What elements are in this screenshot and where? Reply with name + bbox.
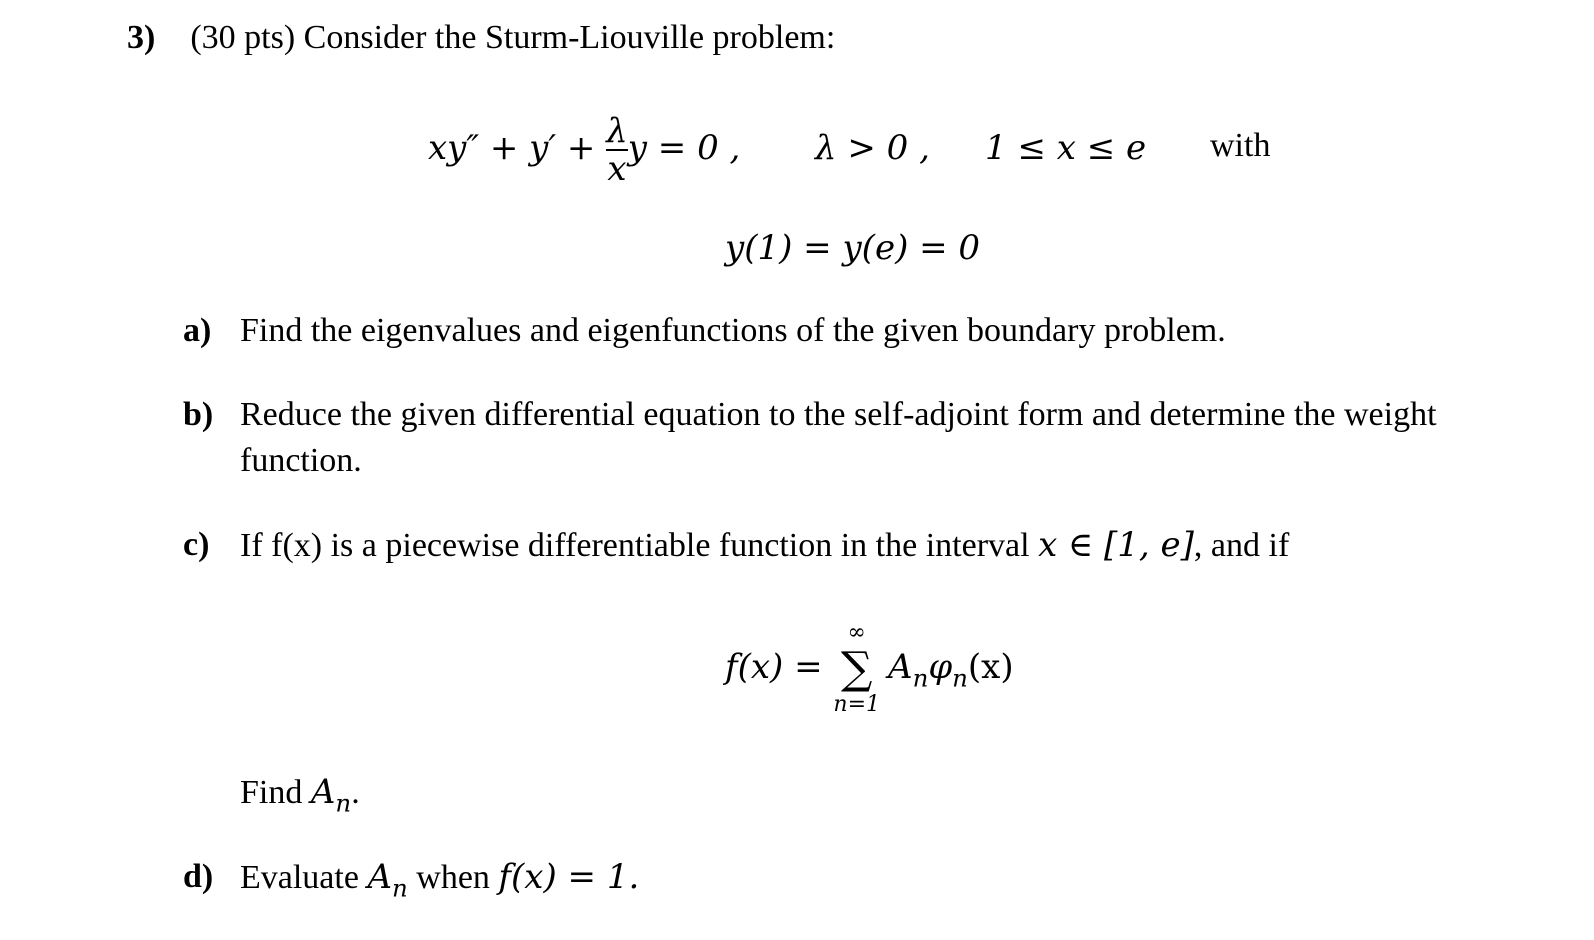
- problem-number: 3): [127, 19, 156, 56]
- series-A-sub: n: [912, 663, 929, 693]
- part-d-text-start: Evaluate: [240, 859, 368, 896]
- ode-cond-x: 1 ≤ x ≤ e: [985, 128, 1147, 168]
- part-c-text-start: If f(x) is a piecewise differentiable function in the interval: [240, 527, 1039, 564]
- boundary-condition: y(1) = y(e) = 0: [725, 228, 981, 268]
- sum-symbol: ∑: [841, 643, 873, 694]
- series-phi-sub: n: [952, 663, 968, 693]
- part-d-text: [240, 857, 639, 909]
- part-d-expr: f(x) = 1.: [498, 857, 640, 897]
- find-end: .: [351, 774, 360, 811]
- part-b-label: b): [183, 396, 214, 433]
- series-A: A: [888, 647, 913, 687]
- part-a-text: Find the eigenvalues and eigenfunctions of the given boundary problem.: [240, 312, 1226, 349]
- sum-lower-limit: n=1: [833, 692, 881, 717]
- ode-with: with: [1210, 127, 1271, 164]
- part-d-label: d): [183, 858, 214, 895]
- part-d-A-sub: n: [392, 873, 408, 903]
- part-b-text-line2: function.: [240, 442, 362, 479]
- ode-lhs-start: xy″ + y′ +: [428, 128, 607, 168]
- problem-intro: Consider the Sturm-Liouville problem:: [303, 19, 836, 56]
- part-a-label: a): [183, 312, 212, 349]
- series-formula: [725, 602, 1014, 732]
- summation: [833, 620, 880, 718]
- series-phi: φ: [928, 647, 953, 687]
- problem-header: [127, 18, 835, 58]
- series-lhs: f(x) =: [725, 647, 834, 687]
- sum-upper-limit: ∞: [847, 620, 866, 645]
- series-arg: (x): [967, 647, 1014, 687]
- find-A: A: [310, 772, 336, 812]
- part-c-text: [240, 525, 1289, 566]
- part-c-label: c): [183, 526, 210, 563]
- part-c-interval: x ∈ [1, e]: [1038, 525, 1194, 565]
- ode-frac-den: x: [607, 149, 627, 189]
- ode-fraction: [606, 111, 628, 189]
- ode-equation: [428, 103, 740, 193]
- ode-cond-lambda: λ > 0 ,: [815, 128, 930, 168]
- part-b-text-line1: Reduce the given differential equation to the self-adjoint form and determine the weight: [240, 396, 1437, 433]
- part-d-A: A: [367, 857, 392, 897]
- find-A-sub: n: [335, 788, 352, 818]
- find-an: [240, 772, 360, 824]
- part-c-text-end: , and if: [1193, 527, 1290, 564]
- find-text: Find: [240, 774, 311, 811]
- problem-points: (30 pts): [190, 19, 296, 56]
- ode-frac-num: λ: [606, 111, 628, 151]
- ode-lhs-end: y = 0 ,: [627, 128, 741, 168]
- part-d-text-mid: when: [407, 859, 499, 896]
